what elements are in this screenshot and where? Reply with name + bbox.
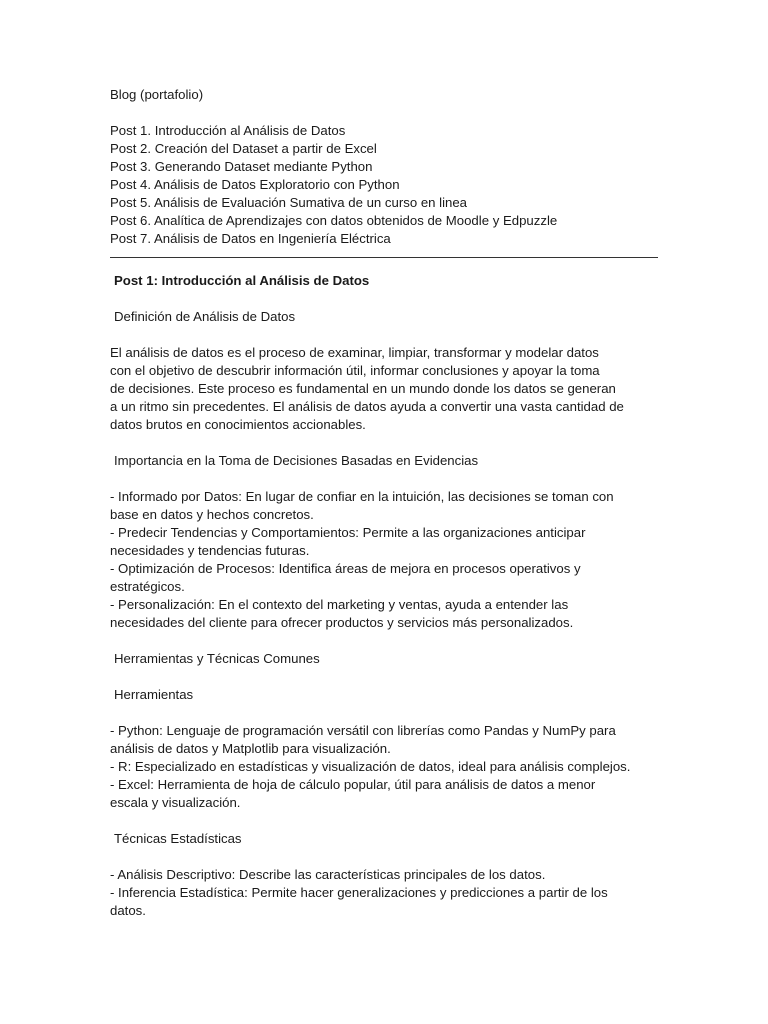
post-list-item: Post 3. Generando Dataset mediante Python (110, 159, 373, 174)
stats-heading: Técnicas Estadísticas (114, 831, 242, 846)
paragraph-line: con el objetivo de descubrir información útil, informar conclusiones y apoyar la toma (110, 363, 600, 378)
paragraph-line: de decisiones. Este proceso es fundamental en un mundo donde los datos se generan (110, 381, 616, 396)
list-line: - Informado por Datos: En lugar de confiar en la intuición, las decisiones se toman con (110, 489, 614, 504)
list-line: - Excel: Herramienta de hoja de cálculo popular, útil para análisis de datos a menor (110, 777, 596, 792)
post-list-item: Post 4. Análisis de Datos Exploratorio con Python (110, 177, 400, 192)
definition-paragraph (110, 344, 658, 434)
post-list-item: Post 1. Introducción al Análisis de Datos (110, 123, 346, 138)
list-line: necesidades y tendencias futuras. (110, 543, 310, 558)
tools-list (110, 722, 658, 812)
tools-techniques-heading: Herramientas y Técnicas Comunes (114, 651, 320, 666)
importance-heading: Importancia en la Toma de Decisiones Basadas en Evidencias (114, 453, 479, 468)
post-list-item: Post 5. Análisis de Evaluación Sumativa de un curso en linea (110, 195, 468, 210)
post-list-item: Post 6. Analítica de Aprendizajes con datos obtenidos de Moodle y Edpuzzle (110, 213, 558, 228)
importance-list (110, 488, 658, 632)
list-line: escala y visualización. (110, 795, 241, 810)
list-line: necesidades del cliente para ofrecer productos y servicios más personalizados. (110, 615, 574, 630)
post-list (110, 122, 658, 248)
list-line: estratégicos. (110, 579, 185, 594)
list-line: - Personalización: En el contexto del marketing y ventas, ayuda a entender las (110, 597, 569, 612)
list-line: - Predecir Tendencias y Comportamientos: Permite a las organizaciones anticipar (110, 525, 586, 540)
list-line: base en datos y hechos concretos. (110, 507, 314, 522)
list-line: análisis de datos y Matplotlib para visualización. (110, 741, 391, 756)
list-line: - R: Especializado en estadísticas y visualización de datos, ideal para análisis complejos. (110, 759, 631, 774)
list-line: - Inferencia Estadística: Permite hacer generalizaciones y predicciones a partir de los (110, 885, 608, 900)
post1-title: Post 1: Introducción al Análisis de Datos (114, 273, 370, 288)
blog-title: Blog (portafolio) (110, 87, 204, 102)
post-list-item: Post 2. Creación del Dataset a partir de Excel (110, 141, 377, 156)
horizontal-divider (110, 257, 658, 258)
post-list-item: Post 7. Análisis de Datos en Ingeniería Eléctrica (110, 231, 391, 246)
list-line: - Python: Lenguaje de programación versátil con librerías como Pandas y NumPy para (110, 723, 616, 738)
document-page (110, 86, 658, 920)
list-line: datos. (110, 903, 146, 918)
list-line: - Optimización de Procesos: Identifica áreas de mejora en procesos operativos y (110, 561, 581, 576)
tools-heading: Herramientas (114, 687, 194, 702)
definition-heading: Definición de Análisis de Datos (114, 309, 296, 324)
stats-list (110, 866, 658, 920)
list-line: - Análisis Descriptivo: Describe las características principales de los datos. (110, 867, 546, 882)
paragraph-line: datos brutos en conocimientos accionables. (110, 417, 366, 432)
paragraph-line: a un ritmo sin precedentes. El análisis de datos ayuda a convertir una vasta cantidad de (110, 399, 624, 414)
paragraph-line: El análisis de datos es el proceso de examinar, limpiar, transformar y modelar datos (110, 345, 599, 360)
